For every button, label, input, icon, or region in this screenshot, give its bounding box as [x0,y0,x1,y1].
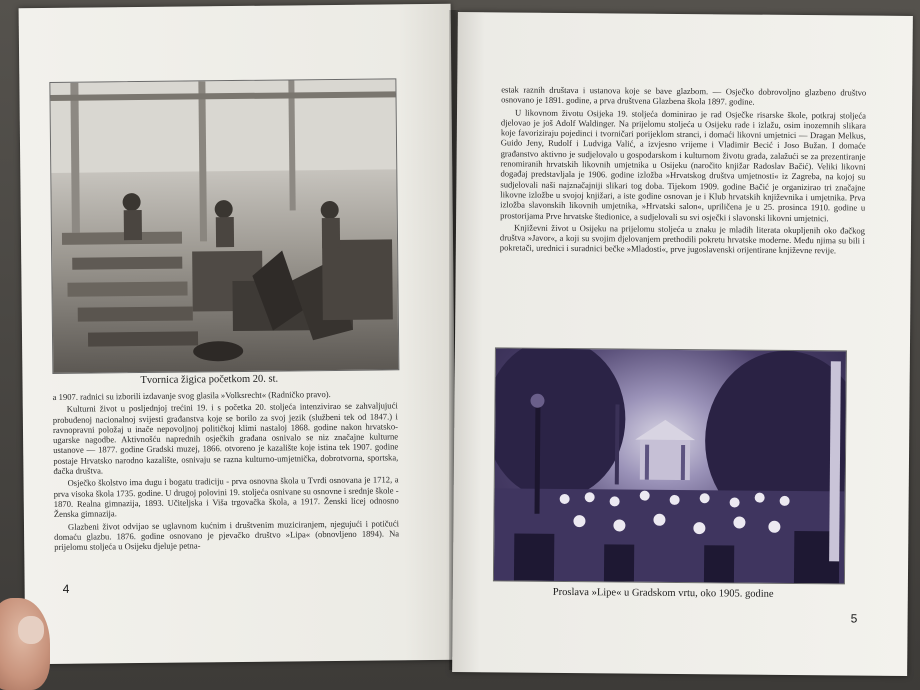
photo-caption: Proslava »Lipe« u Gradskom vrtu, oko 1905. godine [552,586,774,600]
paragraph: Kulturni život u posljednjoj trećini 19. i s početka 20. stoljeća intenzivirao se zahvaljujući probuđenoj nacionalnoj svijesti građanstva koje se borilo za svoj jezik (službeni tek od 1847.) i ravnopravni položaj u inače nepovoljnoj političkoj klimi nastaloj 1868. godine nakon hrvatsko-ugarske nagodbe. Aktivnošću naprednih osječkih građana osnivalo se niz značajne kulturne ustanove — 1877. godine Gradski muzej, 1866. otvoreno je kazalište koje istina tek 1907. godine postaje Hrvatsko narodno kazalište, osnivaju se razna kulturno-umjetnička, dobrotvorna, sportska, đačka društva. [52,400,399,477]
right-page-body [500,84,866,258]
factory-photo [49,78,399,374]
left-page-body [53,388,400,554]
paragraph: Glazbeni život odvijao se uglavnom kućnim i društvenim muziciranjem, njegujući i potičući domaću glazbu. 1876. godine osnovano je pjevačko društvo »Lipa« (obnovljeno 1894). Na prijelomu stoljeća u Osijeku djeluje petna- [54,517,400,553]
right-page [452,12,913,676]
paragraph: estak raznih društava i ustanova koje se bave glazbom. — Osječko dobrovoljno glazbeno društvo osnovano je 1891. godine, a prva društvena Glazbena škola 1897. godine. [501,84,867,107]
garden-photo [493,347,847,584]
left-page [19,4,458,664]
page-number: 4 [62,581,70,596]
thumbnail-nail [18,616,44,644]
garden-photo-illustration [494,348,846,583]
paragraph: Književni život u Osijeku na prijelomu stoljeća u znaku je mladih literata okupljenih oko đačkog društva »Javor«, a koji su svojim djelovanjem prethodili pokretu hrvatske moderne. Među njima su bili i pokretači, urednici i suradnici bečke »Mladosti«, prve jugoslavenski orijentirane književne revije. [499,222,866,256]
paragraph: U likovnom životu Osijeka 19. stoljeća dominirao je rad Osječke risarske škole, potkraj stoljeća djelovao je još Adolf Waldinger. Na prijelomu stoljeća u Osijeku rade i izlažu, osim inozemnih slikara koje favoriziraju pojedinci i tvorničari porijeklom stranci, i domaći likovni umjetnici — Dragan Melkus, Guido Jeny, Rudolf i Ludviga Valić, a izvjesno vrijeme i Vladimir Becić i Joso Bužan. I domaće građanstvo aktivno je sudjelovalo u gospodarskom i kulturnom životu grada, zalažući se za prezentiranje renomiranih hrvatskih likovnih umjetnika u Osijeku (naročito knjižar Radoslav Bačić). Veliki likovni događaj predstavljala je 1906. godine izložba »Hrvatskog društva umjetnosti« iz Zagreba, na kojoj su sudjelovali naši najznačajniji slikari tog doba. Tijekom 1909. godine Bačić je organizirao tri značajne likovne izložbe u svojoj knjižari, a iste godine osnovan je i Klub hrvatskih književnika i umjetnika. Prva izložba slavonskih likovnih umjetnika, »Hrvatski salon«, upriličena je u 25. prosinca 1910. godine u prostorijama Prve hrvatske štedionice, a sudjelovali su svi osječki i slavonski likovni umjetnici. [500,107,867,223]
photo-caption: Tvornica žigica početkom 20. st. [140,373,279,387]
paragraph: Osječko školstvo ima dugu i bogatu tradiciju - prva osnovna škola u Tvrđi osnovana je 1712, a prva visoka škola 1735. godine. U drugoj polovini 19. stoljeća osnivane su osnovne i srednje škole - 1870. Realna gimnazija, 1893. Učiteljska i Viša trgovačka škola, a 1917. Ženski licej odnosno Ženska gimnazija. [53,474,399,520]
page-number: 5 [850,611,858,626]
factory-photo-illustration [50,79,398,373]
paragraph: a 1907. radnici su izborili izdavanje svog glasila »Volksrecht« (Radničko pravo). [52,389,331,402]
